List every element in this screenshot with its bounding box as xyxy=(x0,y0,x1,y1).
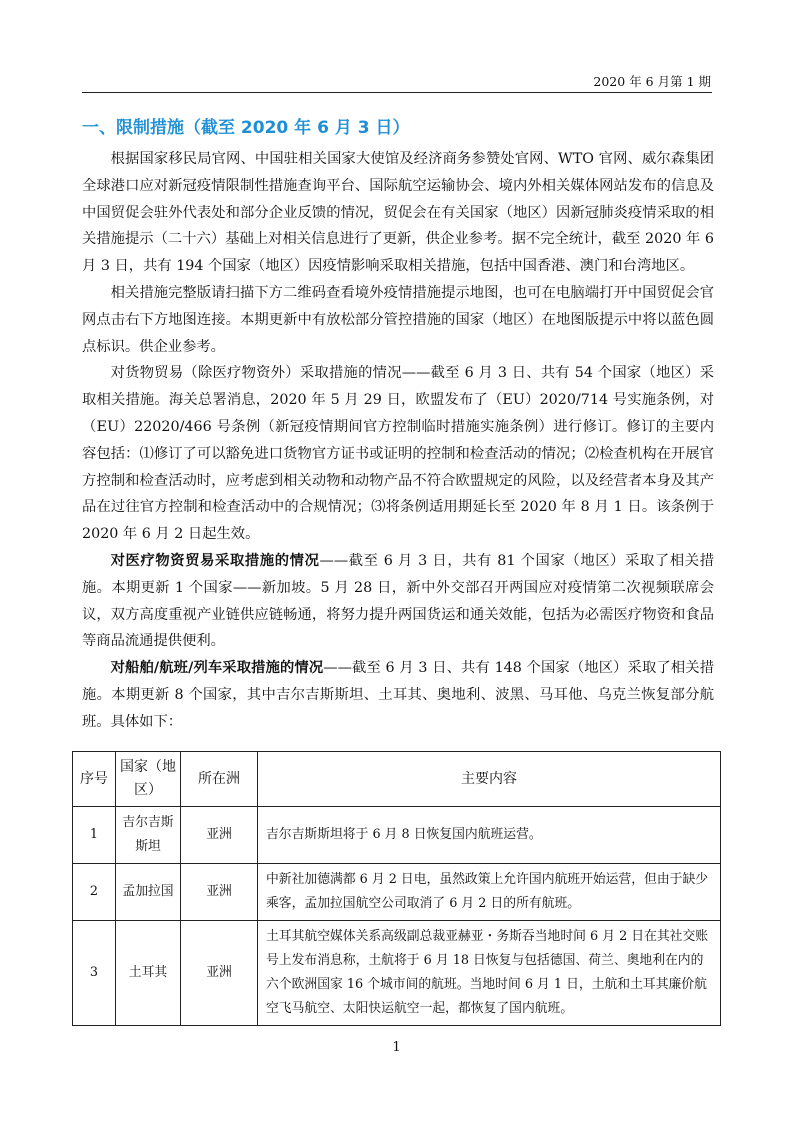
section-title: 一、限制措施（截至 2020 年 6 月 3 日） xyxy=(82,118,410,138)
cell-country: 孟加拉国 xyxy=(116,864,181,921)
header-divider xyxy=(82,92,712,93)
paragraph-medical-supplies xyxy=(82,548,714,655)
document-body xyxy=(82,146,714,736)
measures-table xyxy=(72,751,721,1026)
paragraph-transport-text: ——截至 6 月 3 日、共有 148 个国家（地区）采取了相关措施。本期更新 8 个国家，其中吉尔吉斯斯坦、土耳其、奥地利、波黑、马耳他、乌克兰恢复部分航班。具体如下： xyxy=(82,660,714,730)
table-row xyxy=(73,921,721,1026)
paragraph-map-notice: 相关措施完整版请扫描下方二维码查看境外疫情措施提示地图，也可在电脑端打开中国贸促会官网点击右下方地图连接。本期更新中有放松部分管控措施的国家（地区）在地图版提示中将以蓝色圆点标识。供企业参考。 xyxy=(82,284,714,355)
header-no: 序号 xyxy=(73,752,116,807)
cell-continent: 亚洲 xyxy=(181,864,258,921)
paragraph-medical-heading: 对医疗物资贸易采取措施的情况 xyxy=(110,552,320,569)
paragraph-overview: 根据国家移民局官网、中国驻相关国家大使馆及经济商务参赞处官网、WTO 官网、威尔森集团全球港口应对新冠疫情限制性措施查询平台、国际航空运输协会、境内外相关媒体网站发布的信息及中国贸促会驻外代表处和部分企业反馈的情况，贸促会在有关国家（地区）因新冠肺炎疫情采取的相关措施提示（二十六）基础上对相关信息进行了更新，供企业参考。据不完全统计，截至 2020 年 6 月 3 日，共有 194 个国家（地区）因疫情影响采取相关措施，包括中国香港、澳门和台湾地区。 xyxy=(82,151,714,275)
cell-no: 3 xyxy=(73,921,116,1026)
table-row xyxy=(73,807,721,864)
paragraph-transport-heading: 对船舶/航班/列车采取措施的情况 xyxy=(110,660,324,677)
cell-continent: 亚洲 xyxy=(181,921,258,1026)
paragraph-medical-text: ——截至 6 月 3 日，共有 81 个国家（地区）采取了相关措施。本期更新 1 个国家——新加坡。5 月 28 日，新中外交部召开两国应对疫情第二次视频联席会议，双方高度重视产业链供应链畅通，将努力提升两国货运和通关效能，包括为必需医疗物资和食品等商品流通提供便利。 xyxy=(82,552,715,650)
cell-country: 土耳其 xyxy=(116,921,181,1026)
cell-content: 吉尔吉斯斯坦将于 6 月 8 日恢复国内航班运营。 xyxy=(258,807,721,864)
cell-content: 中新社加德满都 6 月 2 日电，虽然政策上允许国内航班开始运营，但由于缺少乘客，孟加拉国航空公司取消了 6 月 2 日的所有航班。 xyxy=(258,864,721,921)
paragraph-transport xyxy=(82,655,714,735)
cell-no: 2 xyxy=(73,864,116,921)
table-header-row xyxy=(73,752,721,807)
table-row xyxy=(73,864,721,921)
cell-continent: 亚洲 xyxy=(181,807,258,864)
cell-no: 1 xyxy=(73,807,116,864)
issue-label: 2020 年 6 月第 1 期 xyxy=(593,74,711,89)
header-content: 主要内容 xyxy=(258,752,721,807)
page-number: 1 xyxy=(392,1040,401,1055)
paragraph-goods-trade: 对货物贸易（除医疗物资外）采取措施的情况——截至 6 月 3 日、共有 54 个国家（地区）采取相关措施。海关总署消息，2020 年 5 月 29 日，欧盟发布了（EU）2020/714 号实施条例，对（EU）22020/466 号条例（新冠疫情期间官方控制临时措施实施条例）进行修订。修订的主要内容包括：⑴修订了可以豁免进口货物官方证书或证明的控制和检查活动的情况；⑵检查机构在开展官方控制和检查活动时，应考虑到相关动物和动物产品不符合欧盟规定的风险，以及经营者本身及其产品在过往官方控制和检查活动中的合规情况；⑶将条例适用期延长至 2020 年 8 月 1 日。该条例于 2020 年 6 月 2 日起生效。 xyxy=(82,365,714,543)
cell-content: 土耳其航空媒体关系高级副总裁亚赫亚・务斯吞当地时间 6 月 2 日在其社交账号上发布消息称，土航将于 6 月 18 日恢复与包括德国、荷兰、奥地利在内的六个欧洲国家 16 个城市间的航班。当地时间 6 月 1 日，土航和土耳其廉价航空飞马航空、太阳快运航空一起，都恢复了国内航班。 xyxy=(258,921,721,1026)
cell-country: 吉尔吉斯斯坦 xyxy=(116,807,181,864)
header-country: 国家（地区） xyxy=(116,752,181,807)
header-continent: 所在洲 xyxy=(181,752,258,807)
